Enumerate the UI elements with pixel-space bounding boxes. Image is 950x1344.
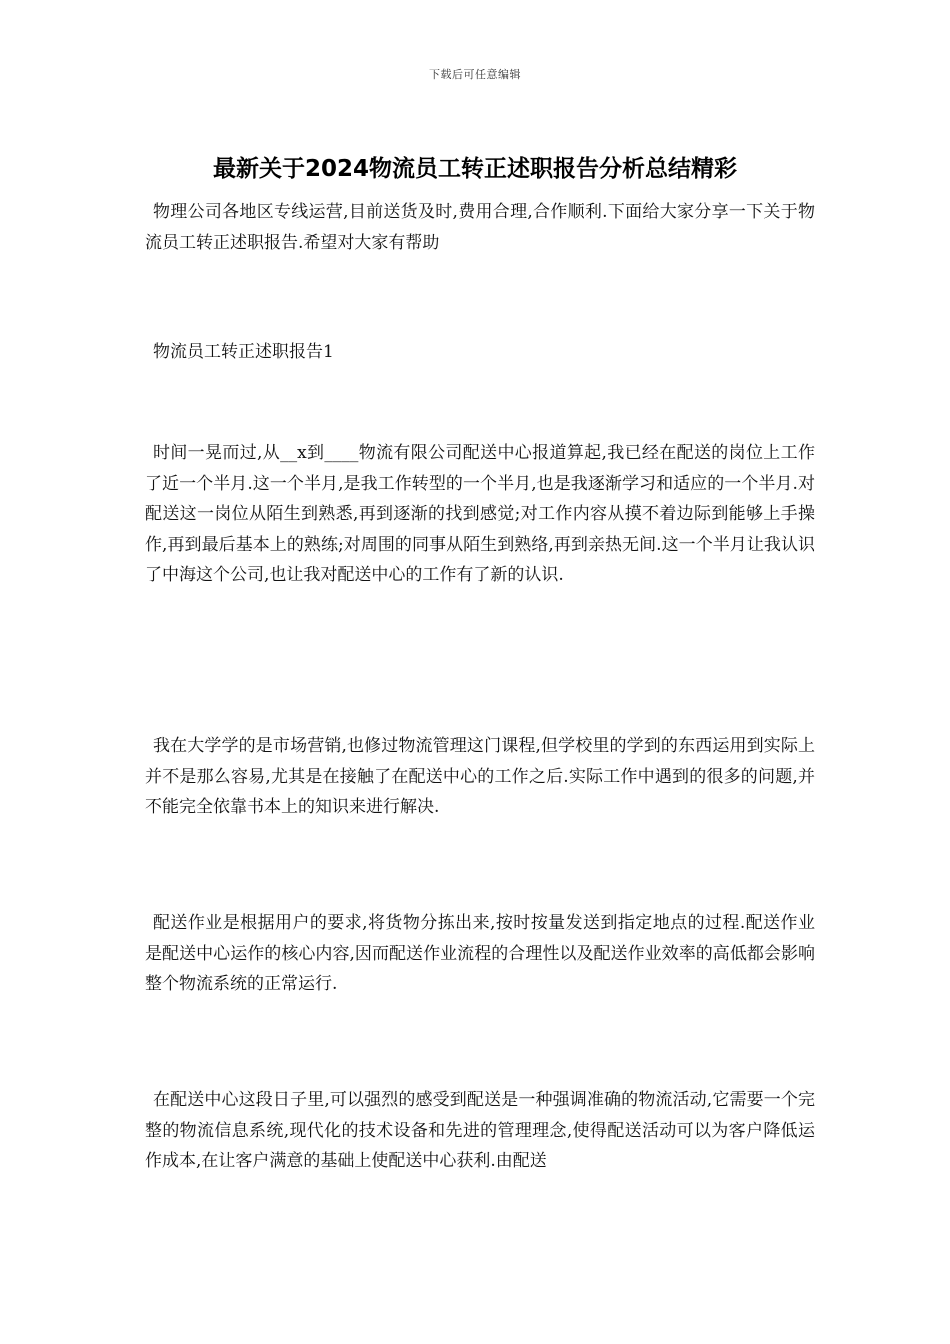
body-paragraph-4: 在配送中心这段日子里,可以强烈的感受到配送是一种强调准确的物流活动,它需要一个完整的物流信息系统,现代化的技术设备和先进的管理理念,使得配送活动可以为客户降低运作成本,在让客户满意的基础上使配送中心获利.由配送: [145, 1090, 815, 1171]
section-heading: 物流员工转正述职报告1: [153, 342, 334, 362]
body-paragraph-1: 时间一晃而过,从__x到____物流有限公司配送中心报道算起,我已经在配送的岗位上工作了近一个半月.这一个半月,是我工作转型的一个半月,也是我逐渐学习和适应的一个半月.对配送这一岗位从陌生到熟悉,再到逐渐的找到感觉;对工作内容从摸不着边际到能够上手操作,再到最后基本上的熟练;对周围的同事从陌生到熟络,再到亲热无间.这一个半月让我认识了中海这个公司,也让我对配送中心的工作有了新的认识.: [145, 443, 815, 585]
intro-paragraph: 物理公司各地区专线运营,目前送货及时,费用合理,合作顺利.下面给大家分享一下关于物流员工转正述职报告.希望对大家有帮助: [145, 202, 815, 253]
document-title: 最新关于2024物流员工转正述职报告分析总结精彩: [212, 156, 737, 182]
header-note: 下载后可任意编辑: [429, 68, 521, 81]
body-paragraph-3: 配送作业是根据用户的要求,将货物分拣出来,按时按量发送到指定地点的过程.配送作业是配送中心运作的核心内容,因而配送作业流程的合理性以及配送作业效率的高低都会影响整个物流系统的正常运行.: [145, 913, 815, 994]
body-paragraph-2: 我在大学学的是市场营销,也修过物流管理这门课程,但学校里的学到的东西运用到实际上并不是那么容易,尤其是在接触了在配送中心的工作之后.实际工作中遇到的很多的问题,并不能完全依靠书本上的知识来进行解决.: [145, 736, 815, 817]
